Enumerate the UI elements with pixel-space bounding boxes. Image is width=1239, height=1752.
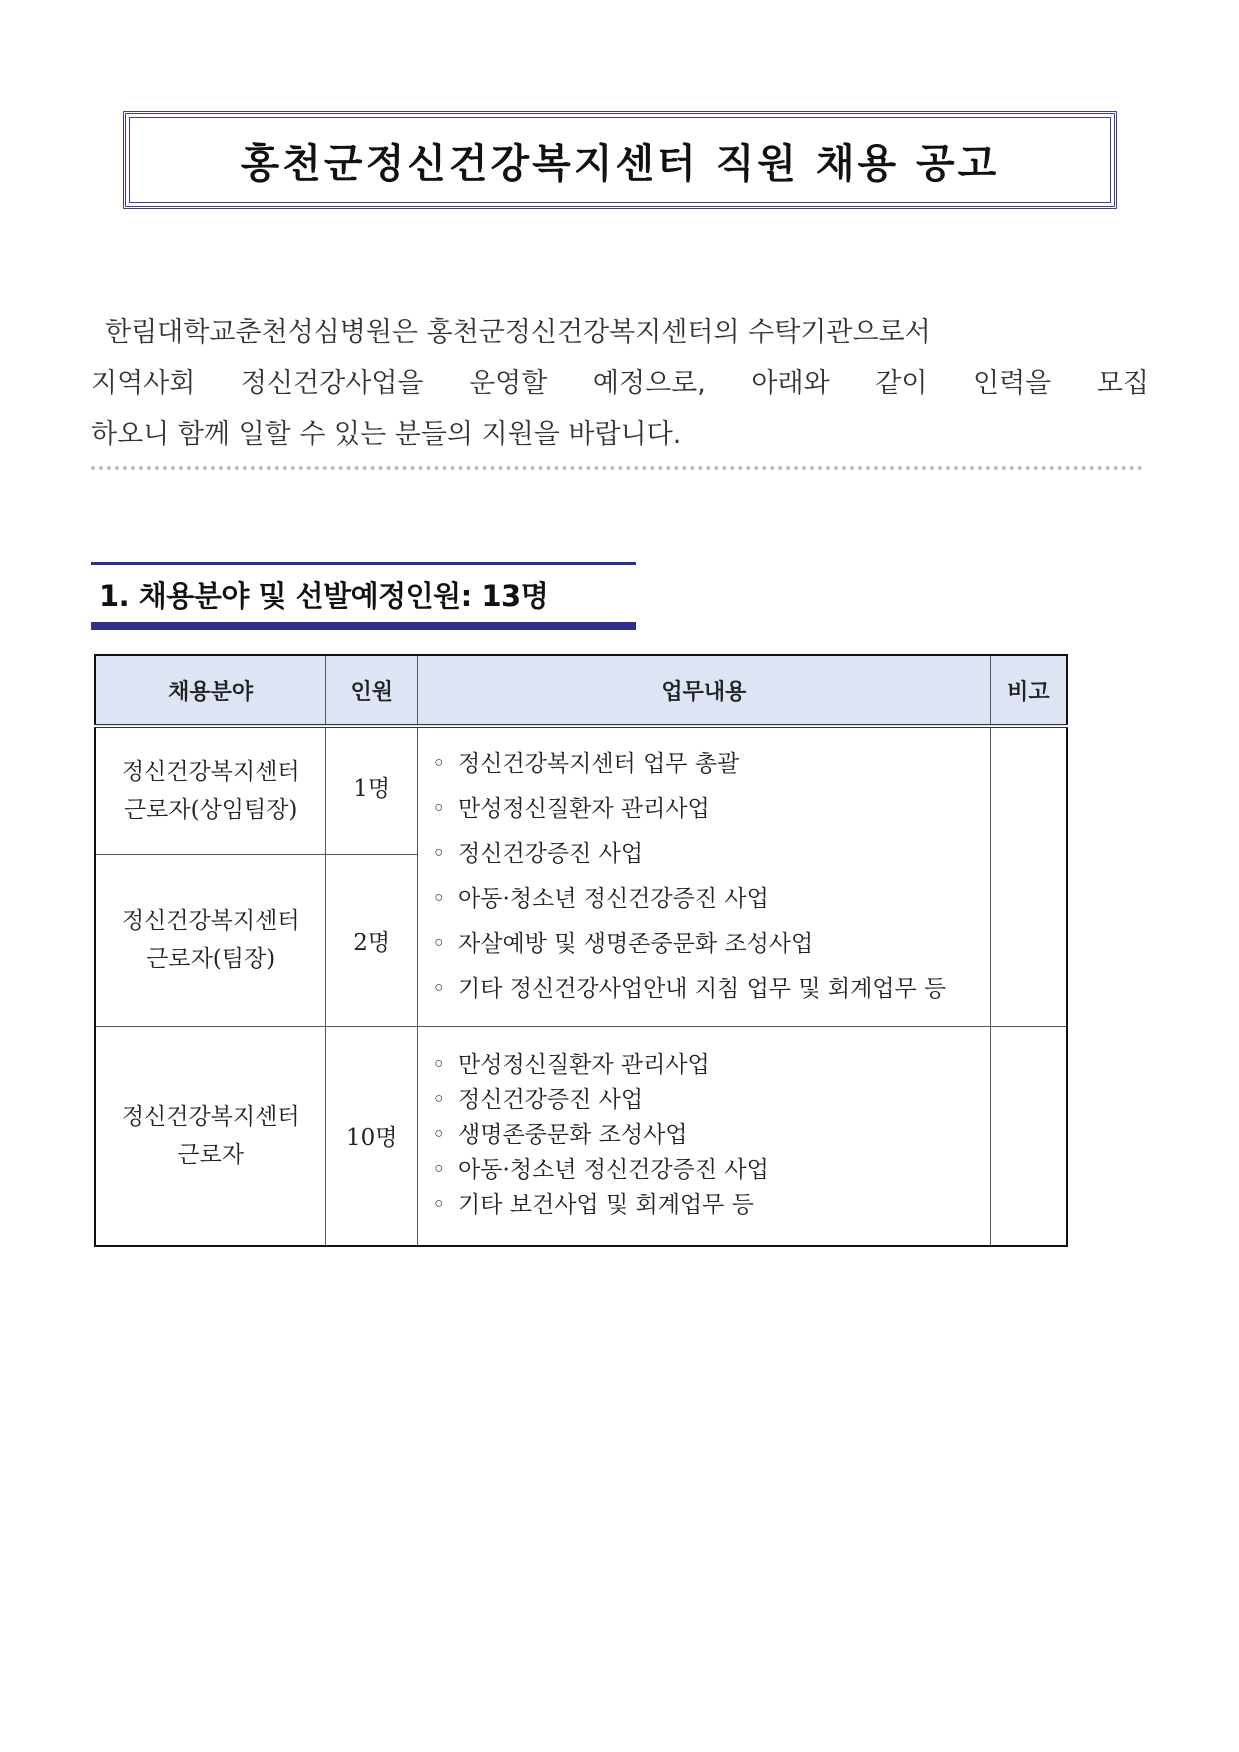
dotted-divider <box>91 466 1143 470</box>
field-name: 정신건강복지센터 <box>121 1103 300 1130</box>
field-role: 근로자 <box>177 1141 245 1168</box>
field-name: 정신건강복지센터 <box>121 908 300 934</box>
list-item: ◦ 기타 보건사업 및 회계업무 등 <box>432 1188 989 1223</box>
list-item: ◦ 정신건강증진 사업 <box>432 1083 989 1118</box>
task-list <box>432 1048 989 1223</box>
intro-line-2: 지역사회 정신건강사업을 운영할 예정으로, 아래와 같이 인력을 모집 <box>91 368 1149 399</box>
table-row <box>95 726 1067 854</box>
field-role: 근로자(상임팀장) <box>123 796 298 823</box>
list-item: ◦ 기타 정신건강사업안내 지침 업무 및 회계업무 등 <box>432 967 989 1012</box>
field-name: 정신건강복지센터 <box>121 758 300 785</box>
header-remarks: 비고 <box>990 655 1067 726</box>
tasks-cell <box>418 1026 991 1246</box>
count-cell: 1명 <box>326 726 418 854</box>
section-1-title: 1. 채용분야 및 선발예정인원: 13명 <box>99 579 549 613</box>
count-cell: 2명 <box>326 854 418 1026</box>
table-row <box>95 1026 1067 1246</box>
section-bottom-rule <box>91 622 636 630</box>
page-title: 홍천군정신건강복지센터 직원 채용 공고 <box>240 140 1000 187</box>
tasks-cell <box>418 726 991 1026</box>
header-count: 인원 <box>326 655 418 726</box>
remarks-cell <box>990 726 1067 1026</box>
list-item: ◦ 만성정신질환자 관리사업 <box>432 787 989 832</box>
list-item: ◦ 생명존중문화 조성사업 <box>432 1118 989 1153</box>
list-item: ◦ 정신건강증진 사업 <box>432 832 989 877</box>
field-cell <box>95 854 326 1026</box>
count-cell: 10명 <box>326 1026 418 1246</box>
intro-line-1: 한림대학교춘천성심병원은 홍천군정신건강복지센터의 수탁기관으로서 <box>105 317 931 348</box>
list-item: ◦ 아동·청소년 정신건강증진 사업 <box>432 1153 989 1188</box>
task-list <box>432 742 989 1012</box>
list-item: ◦ 만성정신질환자 관리사업 <box>432 1048 989 1083</box>
header-tasks: 업무내용 <box>418 655 991 726</box>
intro-paragraph <box>91 307 1149 460</box>
section-top-rule <box>91 562 636 565</box>
list-item: ◦ 아동·청소년 정신건강증진 사업 <box>432 877 989 922</box>
title-box <box>123 111 1117 209</box>
field-role: 근로자(팀장) <box>146 946 276 972</box>
field-cell <box>95 726 326 854</box>
recruitment-table <box>94 654 1068 1247</box>
list-item: ◦ 정신건강복지센터 업무 총괄 <box>432 742 989 787</box>
remarks-cell <box>990 1026 1067 1246</box>
field-cell <box>95 1026 326 1246</box>
table-header-row <box>95 655 1067 726</box>
list-item: ◦ 자살예방 및 생명존중문화 조성사업 <box>432 922 989 967</box>
intro-line-3: 하오니 함께 일할 수 있는 분들의 지원을 바랍니다. <box>91 419 682 450</box>
header-field: 채용분야 <box>95 655 326 726</box>
